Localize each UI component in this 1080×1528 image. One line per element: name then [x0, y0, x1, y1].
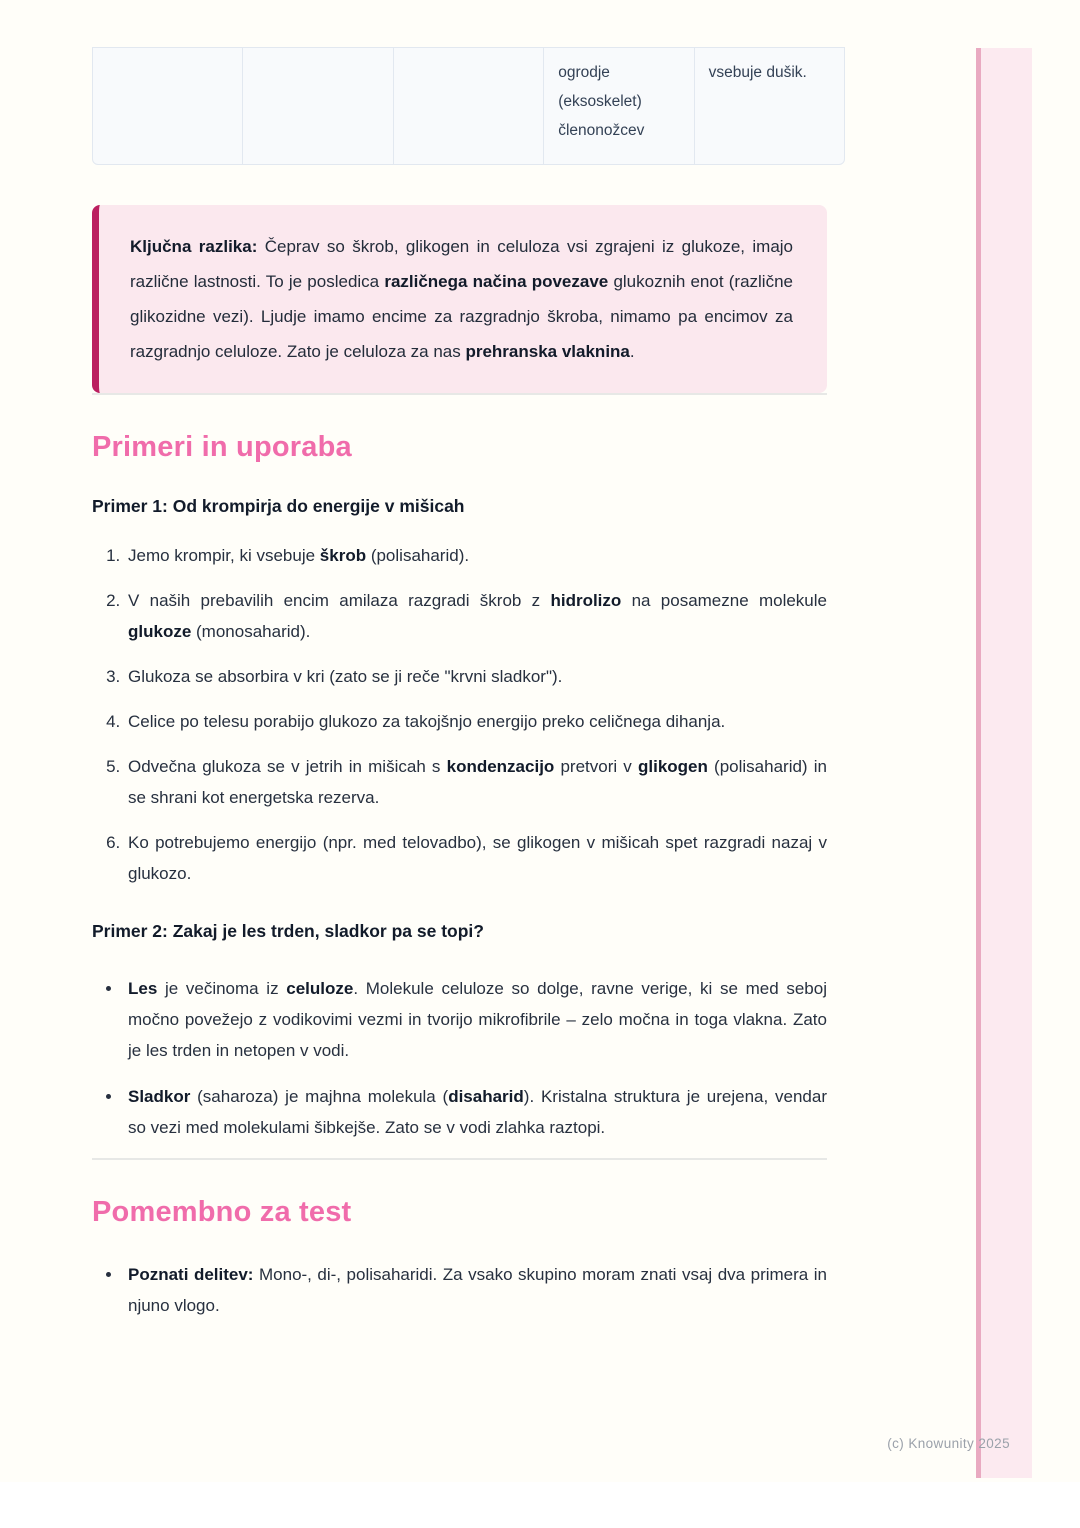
test-list — [92, 1259, 827, 1321]
table-fragment — [92, 47, 845, 165]
page-edge-decoration — [976, 48, 1032, 1478]
list-item: 4. Celice po telesu porabijo glukozo za takojšnjo energijo preko celičnega dihanja. — [125, 706, 827, 737]
list-item: • Poznati delitev: Mono-, di-, polisaharidi. Za vsako skupino moram znati vsaj dva primera in njuno vlogo. — [123, 1259, 827, 1321]
list-item: 1. Jemo krompir, ki vsebuje škrob (polisaharid). — [125, 540, 827, 571]
example2-title: Primer 2: Zakaj je les trden, sladkor pa se topi? — [92, 921, 484, 941]
table-cell-2 — [242, 48, 392, 164]
key-difference-callout — [92, 205, 827, 393]
table-cell-3 — [393, 48, 543, 164]
example1-list — [92, 540, 827, 889]
page-content — [92, 0, 827, 1336]
list-item: 5. Odvečna glukoza se v jetrih in mišicah s kondenzacijo pretvori v glikogen (polisaharid) in se shrani kot energetska rezerva. — [125, 751, 827, 813]
list-item: • Sladkor (saharoza) je majhna molekula (disaharid). Kristalna struktura je urejena, vendar so vezi med molekulami šibkejše. Zato se v vodi zlahka raztopi. — [123, 1081, 827, 1143]
table-cell-1 — [93, 48, 242, 164]
list-item: 6. Ko potrebujemo energijo (npr. med telovadbo), se glikogen v mišicah spet razgradi nazaj v glukozo. — [125, 827, 827, 889]
section-divider — [92, 1158, 827, 1160]
list-item: • Les je večinoma iz celuloze. Molekule celuloze so dolge, ravne verige, ki se med seboj močno povežejo z vodikovimi vezmi in tvorijo mikrofibrile – zelo močna in toga vlakna. Zato je les trden in netopen v vodi. — [123, 973, 827, 1066]
section-title-test: Pomembno za test — [92, 1196, 352, 1228]
list-item: 2. V naših prebavilih encim amilaza razgradi škrob z hidrolizo na posamezne molekule glukoze (monosaharid). — [125, 585, 827, 647]
section-divider — [92, 393, 827, 395]
callout-text: Ključna razlika: Čeprav so škrob, glikogen in celuloza vsi zgrajeni iz glukoze, imajo različne lastnosti. To je posledica različnega načina povezave glukoznih enot (različne glikozidne vezi). Ljudje imamo encime za razgradnjo škroba, nimamo pa encimov za razgradnjo celuloze. Zato je celuloza za nas prehranska vlaknina. — [130, 237, 794, 361]
list-item: 3. Glukoza se absorbira v kri (zato se ji reče "krvni sladkor"). — [125, 661, 827, 692]
table-cell-5: vsebuje dušik. — [694, 48, 844, 164]
section-title-examples: Primeri in uporaba — [92, 431, 352, 463]
copyright-note: (c) Knowunity 2025 — [887, 1436, 1010, 1451]
example2-list — [92, 973, 827, 1143]
table-cell-4: ogrodje (eksoskelet) členonožcev — [543, 48, 693, 164]
example1-title: Primer 1: Od krompirja do energije v mišicah — [92, 496, 465, 516]
